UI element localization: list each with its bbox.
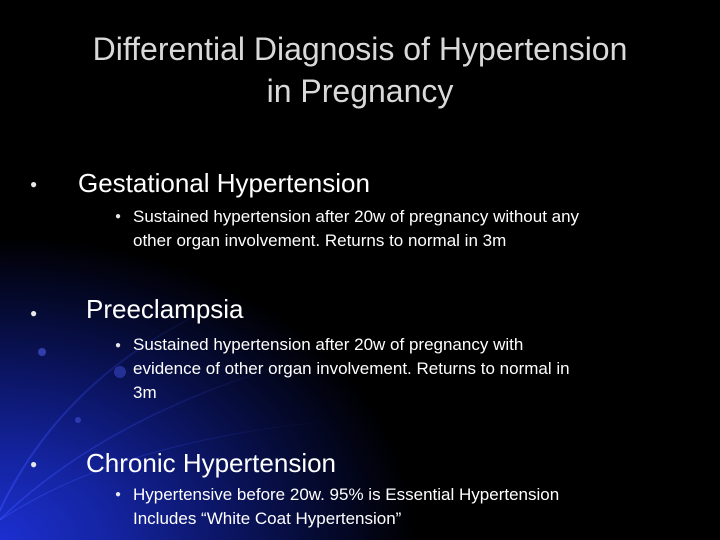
detail-line: Hypertensive before 20w. 95% is Essential Hypertension	[133, 485, 560, 504]
bullet-dot-icon: ●	[30, 306, 38, 320]
detail-line: other organ involvement. Returns to normal in 3m	[133, 231, 507, 250]
detail-line: Includes “White Coat Hypertension”	[133, 509, 402, 528]
detail-line: Sustained hypertension after 20w of pregnancy without any	[133, 207, 580, 226]
detail-line: Sustained hypertension after 20w of pregnancy with	[133, 335, 524, 354]
sub-bullet-dot-icon: ●	[115, 340, 122, 351]
sub-bullet-dot-icon: ●	[115, 489, 122, 500]
heading-preeclampsia: Preeclampsia	[86, 294, 244, 324]
detail-line: 3m	[133, 383, 157, 402]
bullet-dot-icon: ●	[30, 177, 38, 191]
heading-chronic-hypertension: Chronic Hypertension	[86, 448, 337, 478]
detail-line: evidence of other organ involvement. Returns to normal in	[133, 359, 570, 378]
bullet-dot-icon: ●	[30, 457, 38, 471]
detail-chronic-hypertension	[133, 483, 693, 531]
title-line-1: Differential Diagnosis of Hypertension	[92, 31, 628, 67]
detail-preeclampsia	[133, 333, 673, 405]
slide-title	[0, 28, 720, 112]
sub-bullet-dot-icon: ●	[115, 211, 122, 222]
detail-gestational-hypertension	[133, 205, 693, 253]
title-line-2: in Pregnancy	[266, 73, 454, 109]
heading-gestational-hypertension: Gestational Hypertension	[78, 168, 370, 198]
